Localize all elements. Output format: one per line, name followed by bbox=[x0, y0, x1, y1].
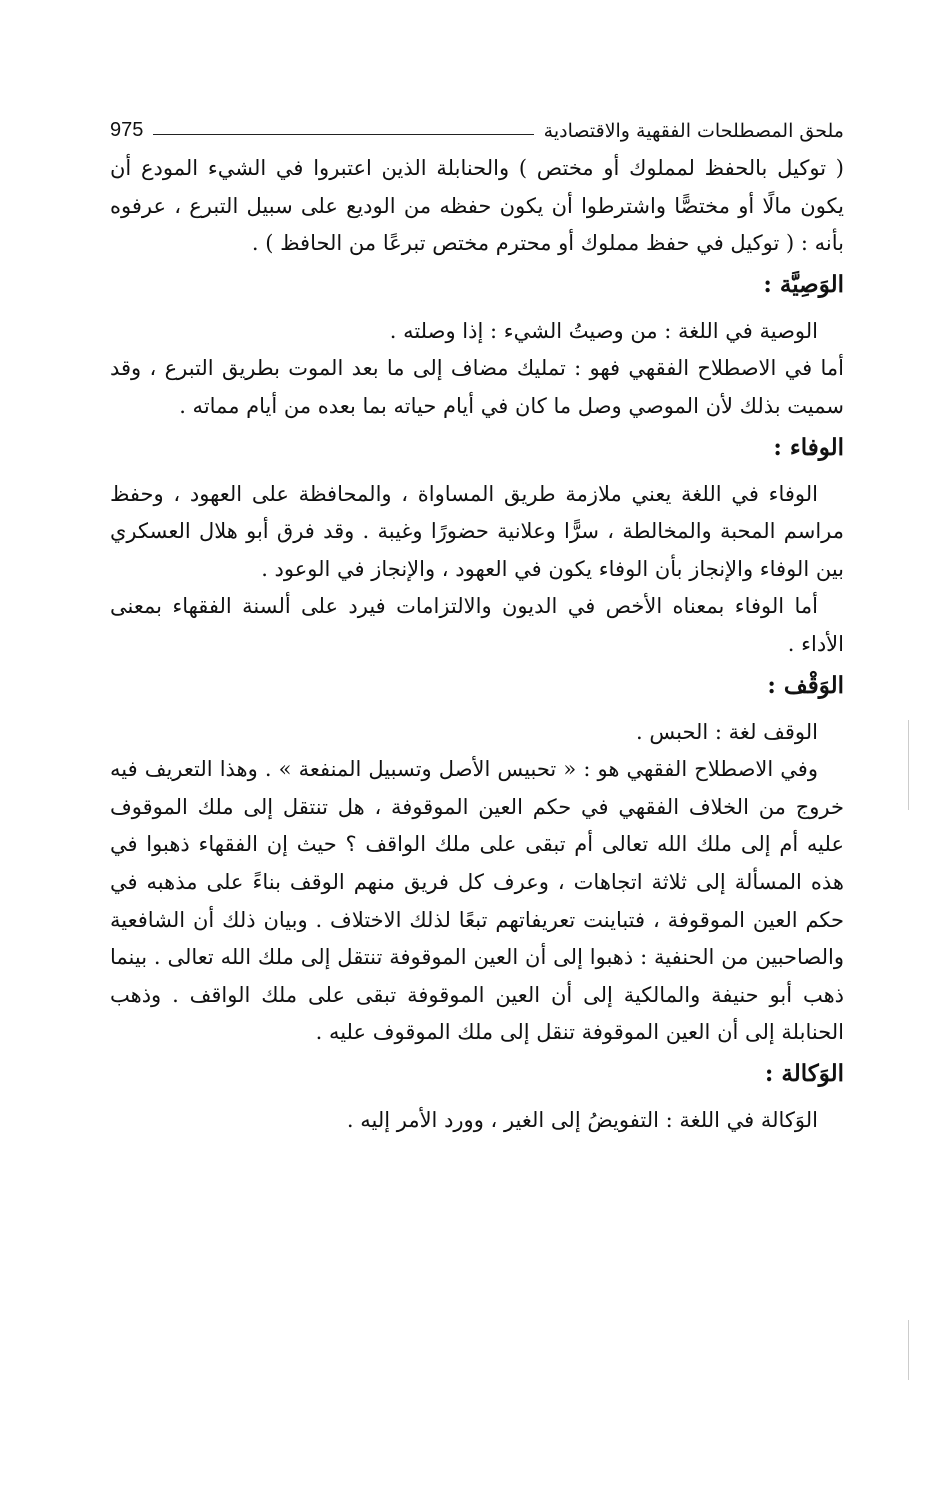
margin-mark-1 bbox=[908, 720, 909, 810]
wasiyya-paragraph-2: أما في الاصطلاح الفقهي فهو : تمليك مضاف إلى ما بعد الموت بطريق التبرع ، وقد سميت بذلك لأن الموصي وصل ما كان في أيام حياته بما بعده من أيام مماته . bbox=[110, 356, 845, 418]
wafa-paragraph-2: أما الوفاء بمعناه الأخص في الديون والالتزامات فيرد على ألسنة الفقهاء بمعنى الأداء . bbox=[110, 594, 844, 656]
margin-mark-2 bbox=[908, 1320, 909, 1380]
wakala-paragraph-1: الوَكالة في اللغة : التفويضُ إلى الغير ، وورد الأمر إليه . bbox=[346, 1107, 818, 1132]
header-rule bbox=[153, 134, 533, 135]
running-header bbox=[110, 112, 844, 142]
heading-wafa: الوفاء : bbox=[773, 433, 844, 461]
wafa-paragraph-1: الوفاء في اللغة يعني ملازمة طريق المساواة ، والمحافظة على العهود ، وحفظ مراسم المحبة والمخالطة ، سرًّا وعلانية حضورًا وغيبة . وقد فرق أبو هلال العسكري بين الوفاء والإنجاز بأن الوفاء يكون في العهود ، والإنجاز في الوعود . bbox=[110, 481, 844, 581]
wasiyya-paragraph-1: الوصية في اللغة : من وصيتُ الشيء : إذا وصلته . bbox=[389, 318, 818, 343]
waqf-paragraph-2: وفي الاصطلاح الفقهي هو : « تحبيس الأصل وتسبيل المنفعة » . وهذا التعريف فيه خروج من الخلاف الفقهي في حكم العين الموقوفة ، هل تنتقل إلى ملك الموقوف عليه أم إلى ملك الله تعالى أم تبقى على ملك الواقف ؟ حيث إن الفقهاء ذهبوا في هذه المسألة إلى ثلاثة اتجاهات ، وعرف كل فريق منهم الوقف بناءً على مذهبه في حكم العين الموقوفة ، فتباينت تعريفاتهم تبعًا لذلك الاختلاف . وبيان ذلك أن الشافعية والصاحبين من الحنفية : ذهبوا إلى أن العين الموقوفة تنتقل إلى ملك الله تعالى . بينما ذهب أبو حنيفة والمالكية إلى أن العين الموقوفة تبقى على ملك الواقف . وذهب الحنابلة إلى أن العين الموقوفة تنقل إلى ملك الموقوف عليه . bbox=[110, 757, 844, 1045]
heading-wasiyya: الوَصِيَّة : bbox=[763, 270, 844, 298]
intro-paragraph: ( توكيل بالحفظ لمملوك أو مختص ) والحنابلة الذين اعتبروا في الشيء المودع أن يكون مالًا أو مختصًّا واشترطوا أن يكون حفظه من الوديع على سبيل التبرع ، عرفوه بأنه : ( توكيل في حفظ مملوك أو محترم مختص تبرعًا من الحافظ ) . bbox=[110, 156, 844, 256]
running-title: ملحق المصطلحات الفقهية والاقتصادية bbox=[543, 120, 844, 142]
page-number: 975 bbox=[110, 119, 144, 141]
waqf-paragraph-1: الوقف لغة : الحبس . bbox=[636, 719, 818, 744]
heading-wakala: الوَكالة : bbox=[764, 1059, 844, 1087]
page-body bbox=[110, 150, 844, 1139]
heading-waqf: الوَقْف : bbox=[767, 671, 844, 699]
